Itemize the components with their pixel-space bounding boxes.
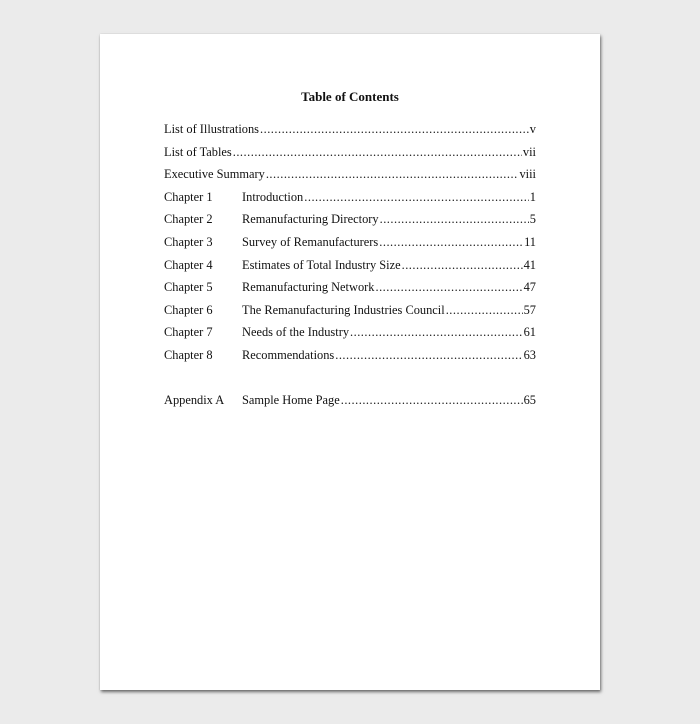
toc-entry-label: Chapter 2: [164, 212, 213, 227]
toc-entry-title: Remanufacturing Network: [242, 280, 375, 295]
section-spacer: [164, 371, 536, 394]
toc-entry-chapter-1[interactable]: [164, 190, 536, 213]
toc-entry-page: 47: [523, 280, 536, 295]
toc-entry-label: Chapter 8: [164, 347, 213, 362]
toc-entry-appendix-a[interactable]: [164, 393, 536, 416]
toc-entry-page: 61: [523, 325, 536, 340]
toc-entry-title: List of Tables: [164, 144, 232, 159]
toc-entry-title: Remanufacturing Directory: [242, 212, 379, 227]
toc-entry-title: Introduction: [242, 189, 304, 204]
toc-entry-page: vii: [522, 144, 536, 159]
toc-entry-executive-summary[interactable]: [164, 167, 536, 190]
toc-entry-label: Chapter 1: [164, 189, 213, 204]
dot-leader: [304, 190, 529, 205]
toc-entry-title: Needs of the Industry: [242, 325, 350, 340]
dot-leader: [260, 122, 529, 137]
dot-leader: [402, 258, 523, 273]
toc-entry-title: Executive Summary: [164, 167, 265, 182]
toc-entry-page: 57: [523, 302, 536, 317]
dot-leader: [375, 280, 522, 295]
toc-entry-chapter-7[interactable]: [164, 325, 536, 348]
dot-leader: [380, 212, 529, 227]
toc-entry-label: Appendix A: [164, 393, 225, 408]
toc-entry-title: Sample Home Page: [242, 393, 340, 408]
dot-leader: [341, 393, 523, 408]
toc-entry-page: v: [529, 122, 536, 136]
toc-entry-page: 1: [529, 189, 536, 204]
toc-entry-label: Chapter 7: [164, 325, 213, 340]
toc-entry-page: viii: [519, 167, 536, 182]
table-of-contents: [164, 122, 536, 416]
toc-entry-title: Survey of Remanufacturers: [242, 234, 379, 249]
toc-entry-chapter-8[interactable]: [164, 348, 536, 371]
toc-entry-title: List of Illustrations: [164, 122, 259, 136]
dot-leader: [446, 303, 523, 318]
toc-entry-list-of-tables[interactable]: [164, 145, 536, 168]
toc-entry-title: Recommendations: [242, 347, 335, 362]
dot-leader: [266, 167, 519, 182]
toc-entry-page: 65: [523, 393, 536, 408]
dot-leader: [233, 145, 522, 160]
toc-entry-page: 5: [529, 212, 536, 227]
toc-entry-chapter-3[interactable]: [164, 235, 536, 258]
toc-heading: Table of Contents: [301, 89, 399, 104]
dot-leader: [379, 235, 523, 250]
toc-entry-label: Chapter 6: [164, 302, 213, 317]
toc-entry-title: The Remanufacturing Industries Council: [242, 302, 445, 317]
toc-entry-list-of-illustrations[interactable]: [164, 122, 536, 145]
toc-entry-chapter-4[interactable]: [164, 258, 536, 281]
toc-entry-page: 63: [523, 347, 536, 362]
toc-entry-label: Chapter 3: [164, 234, 213, 249]
dot-leader: [335, 348, 522, 363]
toc-entry-page: 41: [523, 257, 536, 272]
toc-entry-page: 11: [524, 234, 536, 249]
dot-leader: [350, 325, 523, 340]
toc-entry-chapter-6[interactable]: [164, 303, 536, 326]
toc-entry-chapter-5[interactable]: [164, 280, 536, 303]
document-page: [100, 34, 600, 690]
toc-entry-label: Chapter 4: [164, 257, 213, 272]
toc-entry-title: Estimates of Total Industry Size: [242, 257, 401, 272]
toc-entry-label: Chapter 5: [164, 280, 213, 295]
toc-entry-chapter-2[interactable]: [164, 212, 536, 235]
